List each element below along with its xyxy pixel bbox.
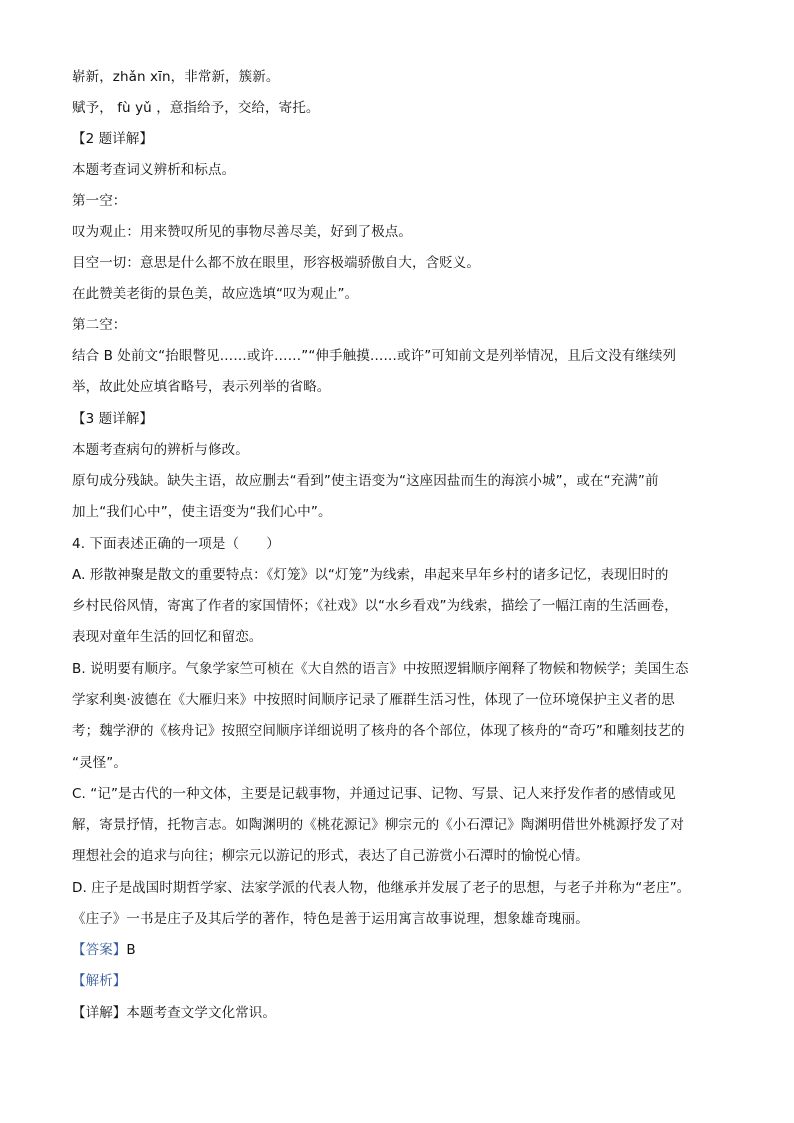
text-line: 解，寄景抒情，托物言志。如陶渊明的《桃花源记》柳宗元的《小石潭记》陶渊明借世外桃源抒发了对 [72,817,684,833]
detail-text: 本题考查文学文化常识。 [126,1005,277,1021]
text-line: 理想社会的追求与向往；柳宗元以游记的形式，表达了自己游赏小石潭时的愉悦心情。 [72,848,589,864]
text-line: 叹为观止：用来赞叹所见的事物尽善尽美，好到了极点。 [72,224,412,240]
option-a: A. 形散神聚是散文的重要特点：《灯笼》以“灯笼”为线索，串起来早年乡村的诸多记忆，表现旧时的 [72,567,669,583]
section-heading: 【2 题详解】 [72,131,154,147]
text-line: 乡村民俗风情，寄寓了作者的家国情怀；《社戏》以“水乡看戏”为线索，描绘了一幅江南的生活画卷， [72,598,678,614]
option-b: B. 说明要有顺序。气象学家竺可桢在《大自然的语言》中按照逻辑顺序阐释了物候和物候学；美国生态 [72,661,689,677]
text-line: 目空一切：意思是什么都不放在眼里，形容极端骄傲自大，含贬义。 [72,255,480,271]
answer-label: 【答案】 [72,942,127,958]
text-line: “灵怪”。 [72,755,127,771]
question-title: 4. 下面表述正确的一项是（ ） [72,536,280,552]
answer-line [72,940,732,960]
detail-label: 【详解】 [72,1005,127,1021]
text-line: 加上“我们心中”，使主语变为“我们心中”。 [72,504,332,520]
text-line: 本题考查词义辨析和标点。 [72,162,236,178]
text-line: 赋予， fù yǔ ，意指给予，交给，寄托。 [72,100,320,116]
text-line: 结合 B 处前文“抬眼瞥见……或许……”“伸手触摸……或许”可知前文是列举情况，且后文没有继续列 [72,348,677,364]
analysis-line [72,971,732,991]
text-line: 第二空： [72,317,127,333]
text-line: 表现对童年生活的回忆和留恋。 [72,629,263,645]
text-line: 在此赞美老街的景色美，故应选填“叹为观止”。 [72,286,359,302]
text-line: 崭新，zhǎn xīn，非常新，簇新。 [72,69,280,85]
text-line: 本题考查病句的辨析与修改。 [72,442,249,458]
text-line: 原句成分残缺。缺失主语，故应删去“看到”使主语变为“这座因盐而生的海滨小城”，或在“充满”前 [72,473,659,489]
text-line: 第一空： [72,193,127,209]
section-heading: 【3 题详解】 [72,411,154,427]
text-line: 举，故此处应填省略号，表示列举的省略。 [72,379,331,395]
answer-value: B [126,942,136,958]
analysis-label: 【解析】 [72,973,127,989]
text-line: 《庄子》一书是庄子及其后学的著作，特色是善于运用寓言故事说理，想象雄奇瑰丽。 [72,911,589,927]
option-c: C. “记”是古代的一种文体，主要是记载事物，并通过记事、记物、写景、记人来抒发作者的感情或见 [72,786,676,802]
text-line: 学家利奥·波德在《大雁归来》中按照时间顺序记录了雁群生活习性，体现了一位环境保护主义者的思 [72,692,675,708]
option-d: D. 庄子是战国时期哲学家、法家学派的代表人物，他继承并发展了老子的思想，与老子并称为“老庄”。 [72,880,691,896]
text-line: 考；魏学洢的《核舟记》按照空间顺序详细说明了核舟的各个部位，体现了核舟的“奇巧”和雕刻技艺的 [72,723,685,739]
detail-line [72,1003,732,1023]
